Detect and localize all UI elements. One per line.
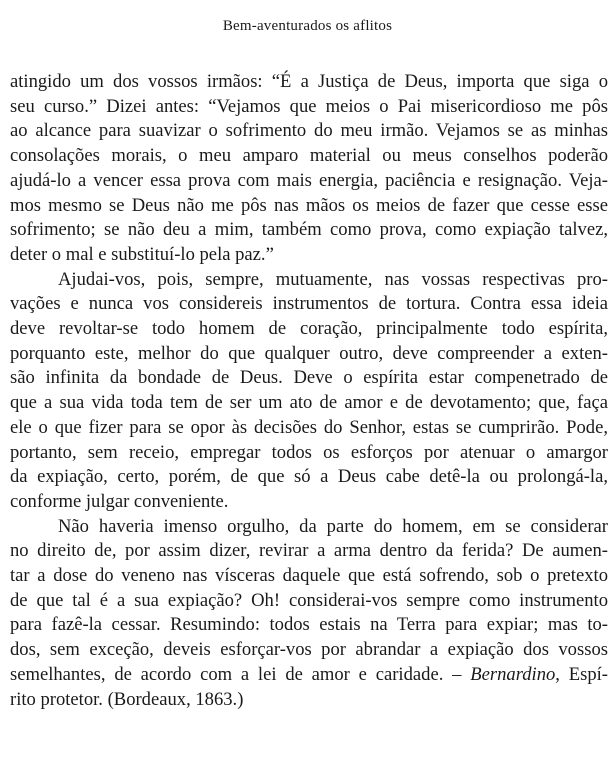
body-text [10,70,608,712]
text-line: porquanto este, melhor do que qualquer outro, deve compreender a exten- [10,342,608,364]
text-line: rito protetor. (Bordeaux, 1863.) [10,688,244,710]
text-line: deter o mal e substituí-lo pela paz.” [10,243,274,265]
text-line: para fazê-la cessar. Resumindo: todos estais na Terra para expiar; mas to- [10,614,608,636]
text-line: de que tal é a sua expiação? Oh! considerai-vos sempre como instrumento [10,589,608,611]
text-line-signature [10,663,608,688]
text-line: ele o que fizer para se opor às decisões do Senhor, estas se cumprirão. Pode, [10,416,608,438]
paragraph-2 [10,268,608,515]
text-line: mos mesmo se Deus não me pôs nas mãos os meios de fazer que cesse esse [10,194,608,216]
signature-tail: , Espí- [555,663,608,685]
text-line: dos, sem exceção, deveis esforçar-vos por abrandar a expiação dos vossos [10,639,608,661]
paragraph-1 [10,70,608,268]
text-line: ao alcance para suavizar o sofrimento do meu irmão. Vejamos se as minhas [10,120,608,142]
text-line: vações e nunca vos considereis instrumentos de tortura. Contra essa ideia [10,293,608,315]
text-line: conforme julgar conveniente. [10,490,229,512]
text-line: seu curso.” Dizei antes: “Vejamos que meios o Pai misericordioso me pôs [10,95,608,117]
signature-lead: semelhantes, de acordo com a lei de amor e caridade. – [10,663,471,685]
text-line: atingido um dos vossos irmãos: “É a Justiça de Deus, importa que siga o [10,71,608,92]
text-line: são infinita da bondade de Deus. Deve o espírita estar compenetrado de [10,367,608,389]
text-line: Não haveria imenso orgulho, da parte do homem, em se considerar [58,515,608,537]
text-line: portanto, sem receio, empregar todos os esforços por atenuar o amargor [10,441,608,463]
text-line: que a sua vida toda tem de ser um ato de amor e de devotamento; que, faça [10,392,608,414]
text-line: consolações morais, o meu amparo material ou meus conselhos poderão [10,145,608,167]
text-line: ajudá-lo a vencer essa prova com mais energia, paciência e resignação. Veja- [10,169,608,191]
text-line: deve revoltar-se todo homem de coração, principalmente todo espírita, [10,318,608,340]
text-line: no direito de, por assim dizer, revirar a arma dentro da ferida? De aumen- [10,540,608,562]
text-line: sofrimento; se não deu a mim, também como prova, como expiação talvez, [10,219,608,241]
author-name: Bernardino [470,663,556,685]
paragraph-3 [10,515,608,713]
text-line: tar a dose do veneno nas vísceras daquele que está sofrendo, sob o pretexto [10,565,608,587]
running-head: Bem-aventurados os aflitos [222,18,393,34]
text-line: Ajudai-vos, pois, sempre, mutuamente, nas vossas respectivas pro- [58,268,608,290]
text-line: da expiação, certo, porém, de que só a Deus cabe detê-la ou prolongá-la, [10,466,608,488]
